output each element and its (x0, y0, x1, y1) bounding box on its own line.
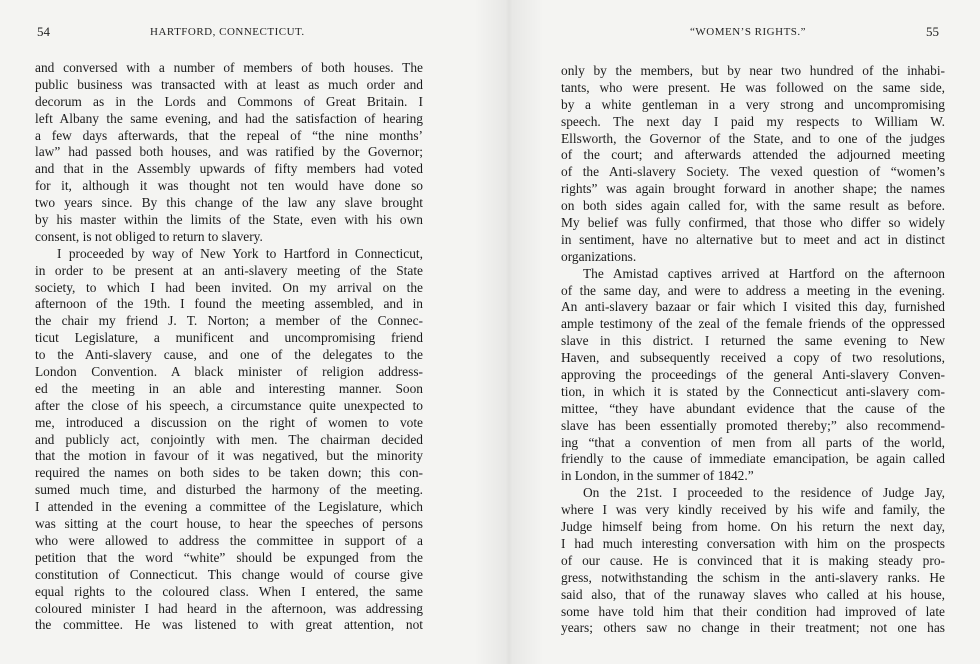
text-line: slave has been essentially promoted thereby;” also recommend- (561, 417, 945, 433)
text-line: of the same day, and were to address a meeting in the evening. (561, 282, 945, 298)
text-line: by his master within the limits of the State, even with his own (35, 212, 423, 228)
text-line: in London, in the summer of 1842.” (561, 468, 754, 484)
text-line: sumed much time, and disturbed the harmony of the meeting. (35, 482, 423, 498)
text-line: afternoon of the 19th. I found the meeting assembled, and in (35, 296, 423, 312)
text-line: the committee. He was listened to with great attention, not (35, 617, 423, 633)
text-line: a few days afterwards, that the repeal of “the nine months’ (35, 127, 423, 143)
page-number: 55 (926, 24, 939, 39)
text-line: two years since. By this change of the law any slave brought (35, 195, 423, 211)
text-line: that the motion in favour of it was negatived, but the minority (35, 448, 423, 464)
text-line: tants, who were present. He was followed on the same side, (561, 79, 945, 95)
text-line: I had much interesting conversation with him on the prospects (561, 535, 945, 551)
text-line: rights” was again brought forward in another shape; the names (561, 181, 945, 197)
text-line: said also, that of the runaway slaves who called at his house, (561, 586, 945, 602)
text-line: who were allowed to address the committee in support of a (35, 532, 423, 548)
text-line: required the names on both sides to be taken down; this con- (35, 465, 423, 481)
text-line: approving the proceedings of the general Anti-slavery Conven- (561, 367, 945, 383)
text-line: The Amistad captives arrived at Hartford on the afternoon (583, 265, 945, 281)
text-line: and that in the Assembly upwards of fifty members had voted (35, 161, 423, 177)
text-line: Ellsworth, the Governor of the State, and to one of the judges (561, 130, 945, 146)
text-line: was sitting at the court house, to hear the speeches of persons (35, 516, 423, 532)
text-line: An anti-slavery bazaar or fair which I visited this day, furnished (561, 299, 945, 315)
text-line: left Albany the same evening, and had the satisfaction of hearing (35, 110, 423, 126)
text-line: law” had passed both houses, and was ratified by the Governor; (35, 144, 423, 160)
page-number: 54 (37, 24, 50, 39)
text-line: constitution of Connecticut. This change would of course give (35, 566, 423, 582)
text-line: Judge himself being from home. On his return the next day, (561, 519, 945, 535)
text-line: coloured minister I had heard in the afternoon, was addressing (35, 600, 423, 616)
text-line: tion, in which it is stated by the Connecticut anti-slavery com- (561, 383, 945, 399)
text-line: mittee, “they have abundant evidence that the cause of the (561, 400, 945, 416)
text-line: by a white gentleman in a very strong and uncompromising (561, 96, 945, 112)
running-head: “WOMEN’S RIGHTS.” (690, 26, 807, 38)
text-line: society, to which I had been invited. On my arrival on the (35, 279, 423, 295)
text-line: public business was transacted with at least as much order and (35, 76, 423, 92)
text-line: and conversed with a number of members of both houses. The (35, 60, 423, 75)
text-line: consent, is not obliged to return to slavery. (35, 228, 263, 244)
text-line: in order to be present at an anti-slavery meeting of the State (35, 262, 423, 278)
text-line: in sentiment, have no alternative but to meet and act in distinct (561, 231, 945, 247)
text-line: on both sides again called for, with the same result as before. (561, 198, 945, 214)
text-line: some have told him that their condition had improved of late (561, 603, 945, 619)
body-text (561, 63, 945, 637)
text-line: and publicly act, conjointly with men. The chairman decided (35, 431, 423, 447)
text-line: gress, notwithstanding the schism in the anti-slavery ranks. He (561, 569, 945, 585)
text-line: of the Anti-slavery Society. The vexed question of “women’s (561, 164, 945, 180)
text-line: organizations. (561, 248, 637, 264)
text-line: after the close of his speech, a circumstance quite unexpected to (35, 397, 423, 413)
right-page (490, 0, 980, 664)
text-line: ed the meeting in an able and interesting manner. Soon (35, 380, 423, 396)
text-line: of our cause. He is convinced that it is making steady pro- (561, 552, 945, 568)
text-line: for it, although it was thought not ten would have done so (35, 178, 423, 194)
text-line: ample testimony of the zeal of the female friends of the oppressed (561, 316, 945, 332)
text-line: friendly to the cause of immediate emancipation, be again called (561, 451, 945, 467)
text-line: me, introduced a discussion on the right of women to vote (35, 414, 423, 430)
text-line: decorum as in the Lords and Commons of Great Britain. I (35, 93, 423, 109)
text-line: petition that the word “white” should be expunged from the (35, 549, 423, 565)
text-line: years; others saw no change in their treatment; not one has (561, 620, 945, 636)
text-line: Haven, and subsequently received a copy of two resolutions, (561, 350, 945, 366)
body-text (35, 60, 423, 634)
text-line: where I was very kindly received by his wife and family, the (561, 502, 945, 518)
text-line: of the court; and afterwards attended the adjourned meeting (561, 147, 945, 163)
text-line: the chair my friend J. T. Norton; a member of the Connec- (35, 313, 423, 329)
text-line: slave in this district. I returned the same evening to New (561, 333, 945, 349)
text-line: ing “that a convention of men from all parts of the world, (561, 434, 945, 450)
text-line: equal rights to the coloured class. When I entered, the same (35, 583, 423, 599)
text-line: only by the members, but by near two hundred of the inhabi- (561, 63, 945, 78)
text-line: I proceeded by way of New York to Hartford in Connecticut, (57, 245, 423, 261)
text-line: On the 21st. I proceeded to the residence of Judge Jay, (583, 485, 945, 501)
text-line: speech. The next day I paid my respects to William W. (561, 113, 945, 129)
text-line: I attended in the evening a committee of the Legislature, which (35, 499, 423, 515)
text-line: My belief was fully confirmed, that those who differ so widely (561, 215, 945, 231)
text-line: ticut Legislature, a munificent and uncompromising friend (35, 330, 423, 346)
text-line: to the Anti-slavery cause, and one of the delegates to the (35, 347, 423, 363)
text-line: London Convention. A black minister of religion address- (35, 364, 423, 380)
running-head: HARTFORD, CONNECTICUT. (150, 26, 305, 38)
